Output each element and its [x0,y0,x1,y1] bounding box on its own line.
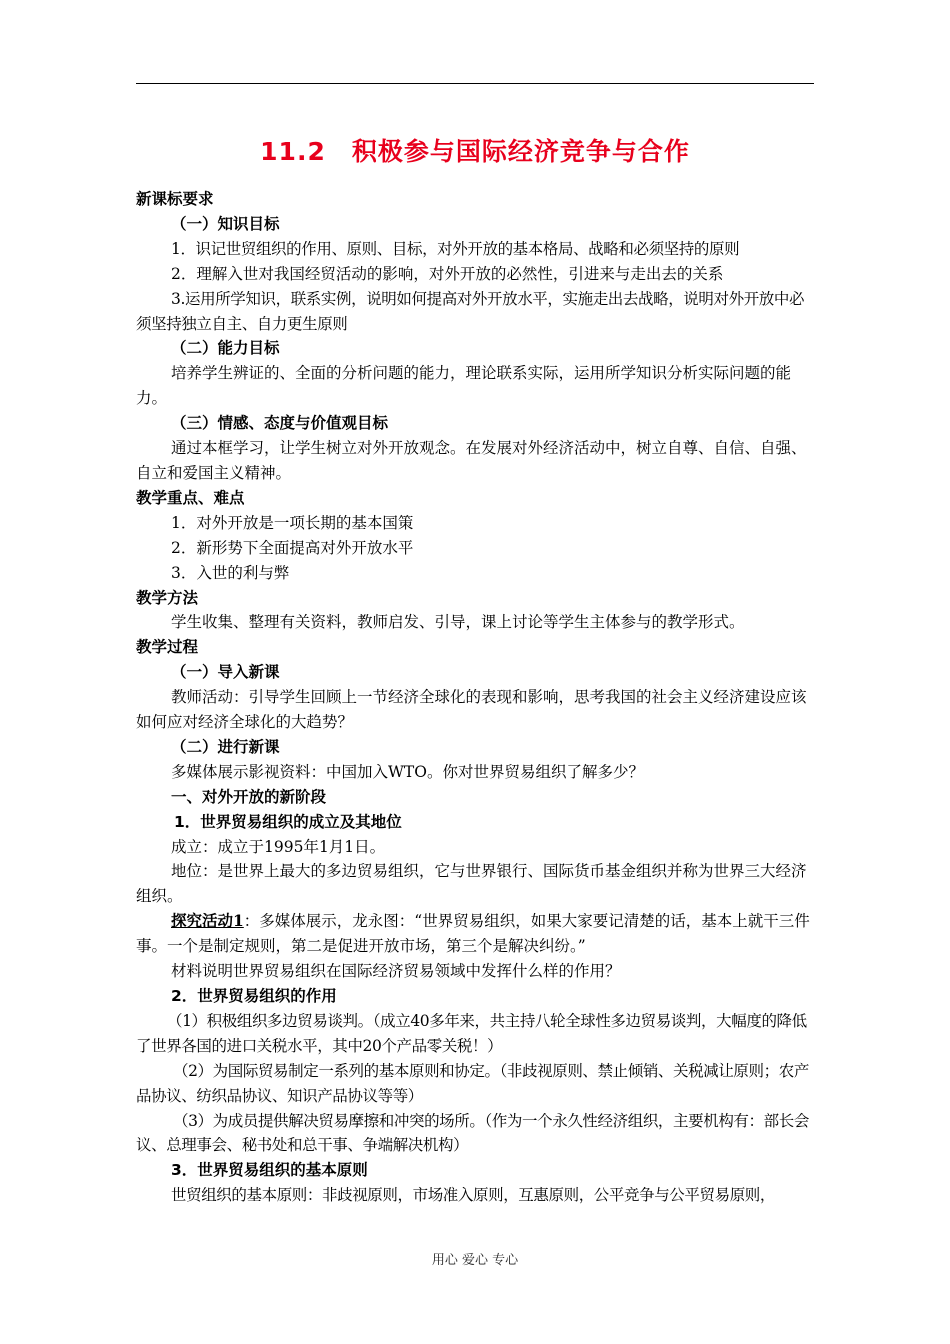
explore-label: 探究活动1 [171,911,244,931]
new-lesson-text: 多媒体展示影视资料：中国加入WTO。你对世界贸易组织了解多少？ [171,762,644,781]
knowledge-item-2: 2．理解入世对我国经贸活动的影响，对外开放的必然性，引进来与走出去的关系 [171,264,724,283]
heading-wto-founding: 1．世界贸易组织的成立及其地位 [174,812,402,831]
page-footer: 用心 爱心 专心 [431,1253,519,1268]
header-rule [136,83,814,84]
wto-founded: 成立：成立于1995年1月1日。 [171,837,386,856]
heading-part1: 一、对外开放的新阶段 [171,787,327,806]
role-item-1: （1）积极组织多边贸易谈判。（成立40多年来，共主持八轮全球性多边贸易谈判，大幅度的降低了世界各国的进口关税水平，其中20个产品零关税！） [136,1011,807,1055]
ability-text: 培养学生辨证的、全面的分析问题的能力，理论联系实际，运用所学知识分析实际问题的能力。 [136,364,792,408]
heading-requirements: 新课标要求 [136,190,214,208]
knowledge-item-1: 1．识记世贸组织的作用、原则、目标，对外开放的基本格局、战略和必须坚持的原则 [171,239,740,258]
heading-wto-role: 2．世界贸易组织的作用 [171,987,337,1005]
explore-text: ：多媒体展示，龙永图：“世界贸易组织，如果大家要记清楚的话，基本上就干三件事。一个是制定规则，第二是促进开放市场，第三个是解决纠纷。” [136,912,810,956]
page-title: 11.2 积极参与国际经济竞争与合作 [260,137,690,166]
heading-wto-principles: 3．世界贸易组织的基本原则 [171,1161,368,1180]
principle-text: 世贸组织的基本原则：非歧视原则，市场准入原则，互惠原则，公平竞争与公平贸易原则， [171,1186,776,1205]
knowledge-item-3: 3.运用所学知识，联系实例，说明如何提高对外开放水平，实施走出去战略，说明对外开放中必须坚持独立自主、自力更生原则 [136,289,805,333]
heading-knowledge-goal: （一）知识目标 [171,214,280,233]
material-question: 材料说明世界贸易组织在国际经济贸易领域中发挥什么样的作用？ [171,962,621,981]
key-point-2: 2．新形势下全面提高对外开放水平 [171,538,414,557]
heading-emotion-goal: （三）情感、态度与价值观目标 [171,414,389,433]
heading-ability-goal: （二）能力目标 [171,339,280,358]
key-point-1: 1．对外开放是一项长期的基本国策 [171,513,414,532]
role-item-2: （2）为国际贸易制定一系列的基本原则和协定。（非歧视原则、禁止倾销、关税减让原则；农产品协议、纺织品协议、知识产品协议等等） [136,1061,809,1105]
heading-method: 教学方法 [136,588,199,607]
intro-text: 教师活动：引导学生回顾上一节经济全球化的表现和影响，思考我国的社会主义经济建设应该如何应对经济全球化的大趋势？ [136,688,807,732]
wto-status: 地位：是世界上最大的多边贸易组织，它与世界银行、国际货币基金组织并称为世界三大经济组织。 [136,862,807,906]
role-item-3: （3）为成员提供解决贸易摩擦和冲突的场所。（作为一个永久性经济组织，主要机构有：部长会议、总理事会、秘书处和总干事、争端解决机构） [136,1111,809,1155]
heading-intro: （一）导入新课 [171,663,280,682]
explore-activity [136,909,816,959]
emotion-text: 通过本框学习，让学生树立对外开放观念。在发展对外经济活动中，树立自尊、自信、自强、自立和爱国主义精神。 [136,439,807,482]
heading-process: 教学过程 [136,638,199,657]
heading-key-points: 教学重点、难点 [136,488,245,507]
method-text: 学生收集、整理有关资料，教师启发、引导，课上讨论等学生主体参与的教学形式。 [171,613,745,632]
heading-new-lesson: （二）进行新课 [171,737,280,756]
key-point-3: 3．入世的利与弊 [171,563,290,582]
document-body [136,187,816,1208]
